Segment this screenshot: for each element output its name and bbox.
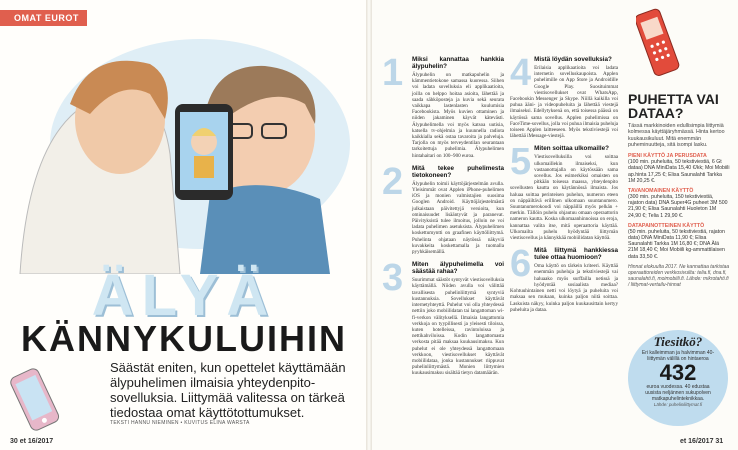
- section-body: Oma käyttö on tärkein kriteeri. Käyttää enemmän puheluja ja tekstiviestejä vai haluaako myös surffailla netissä ja hyödyntää sosiaalista mediaa? Kohtuuhintainen netti voi löytyä ja puheluita voi maksaa sen mukaan, kuinka paljon niitä soittaa. Laskuista näkyy, kuinka paljon kuukausittain kertyy puheluita ja dataa.: [510, 263, 618, 313]
- family-illustration: [0, 24, 368, 274]
- section-1: [382, 52, 504, 159]
- section-body: Älypuhelin on matkapuhelin ja kämmentietokone samassa kuoressa. Siihen voi ladata sovelluksia eli applikaatioita, joilla on helppo hoitaa asioita, lähettää ja saada sähköposteja ja kuvia sekä seurata vaikkapa lastenlasten kuulumisia Facebookista. Myös kuvien ottaminen ja niiden jakaminen käyvät kätevästi. Älypuhelimella voi myös katsoa uutisia, katsella tv-ohjelmia ja kuunnella radiota kaikkialla sekä ostaa tavaroita ja palveluja. Tarjolla on myös terveydentilan seurantaan tarkoitettuja puhelimia. Älypuhelimen hintahaitari on 100–900 euroa.: [412, 72, 504, 159]
- section-question: Miten älypuhelimella voi säästää rahaa?: [412, 261, 504, 276]
- page-gutter: [366, 0, 372, 450]
- did-you-know-circle: [628, 330, 728, 426]
- page-number-left: 30 et 16/2017: [10, 438, 54, 445]
- article-column-2: [510, 52, 618, 317]
- section-number: 1: [382, 52, 404, 94]
- section-4: [510, 52, 618, 140]
- section-number: 3: [382, 257, 404, 300]
- fact-rest: euroa vuodessa. 40 edustaa uusista neljännen sukupolven matkapuhelinteknikkaa.: [645, 384, 711, 402]
- section-number: 5: [510, 141, 532, 184]
- red-phone-icon: [636, 6, 680, 78]
- section-number: 6: [510, 243, 532, 286]
- plan-text: (300 min. puheluita, 150 tekstiviestiä, rajaton data) DNA Super4G puheet 3M 500 21,90 €; Elisa Saunalahti Huoleton 1M 24,90 €; Telia 1 29,90 €.: [628, 194, 728, 219]
- section-3: [382, 257, 504, 377]
- section-body: Erilaisia applikaatioita voi ladata internetin sovelluskaupoista. Applen puhelimille on App Store ja Androidille Google Play. Suosituimmat viestisovellukset ovat WhatsApp, Facebookin Messenger ja Skype. Niillä kaikilla voi puhua ääni- ja videopuheluita ja lähettää viestejä ilmaiseksi. Edellytyksenä on, että toisessa päässä on käytössä sama sovellus. Applen puhelimissa on FaceTime-sovellus, jolla voi puhua ilmaisia puheluja toiseen Applen laitteeseen. Myös tekstiviestejä voi lähettää iMessage-viestejä.: [510, 65, 618, 140]
- fact-number: 432: [659, 360, 697, 385]
- section-body: Älypuhelin toimii käyttöjärjestelmän avulla. Yleisimmät ovat Applen iPhone-puhelimen iOS ja monien valmistajien suosima Googlen Android. Käyttöjärjestelmästä julkaistaan päivitettyjä versioita, kun ominaisuudet lisääntyvät ja paranevat. Päivityksistä tulee ilmoitus, jolloin ne voi ladata puhelimen asetuksista. Älypuhelimen koskettumyntti on graafinen käyttöliittymä. Puhelinta ohjataan näytössä näkyviä kuvakkeita koskettamalla ja tuomalla pyyhkäisemällä.: [412, 180, 504, 256]
- plan-heading: TAVANOMAINEN KÄYTTÖ: [628, 188, 694, 194]
- sidebar-intro: Tässä markkinoiden edullisimpia liittymiä kolmessa käyttäjäryhmässä. Hinta kertoo kuukausikuluut. Mitä enemmän puheminuutteja, sitä isompi lasku.: [628, 123, 725, 148]
- section-2: [382, 160, 504, 256]
- plan-heading: DATAPAINOTTEINEN KÄYTTÖ: [628, 222, 705, 229]
- author-credit: TEKSTI HANNU NIEMINEN • KUVITUS ELINA WARSTA: [110, 420, 250, 426]
- fact-title: Tiesitkö?: [653, 334, 703, 349]
- section-question: Mistä löydän sovelluksia?: [534, 56, 612, 63]
- plan-heading: PIENI KÄYTTÖ JA PERUSDATA: [628, 153, 707, 160]
- plan-block-3: [628, 223, 730, 260]
- plan-block-1: [628, 153, 730, 184]
- fact-intro: Eri kalleimman ja halvimman 40-liittymän välillä on hintaeroa: [641, 350, 715, 362]
- section-number: 4: [510, 52, 532, 94]
- headline-part2: KÄNNYKULUIHIN: [21, 318, 347, 359]
- plan-block-2: [628, 188, 730, 219]
- sidebar-title: PUHETTA VAI DATAA?: [628, 91, 719, 121]
- section-number: 2: [382, 160, 404, 203]
- pink-phone-icon: [6, 368, 66, 432]
- sidebar-box: [628, 0, 730, 450]
- section-question: Mitä tekee puhelimesta tietokoneen?: [412, 164, 504, 179]
- section-question: Miksi kannattaa hankkia älypuhelin?: [412, 56, 504, 70]
- section-question: Miten soittaa ulkomaille?: [534, 145, 610, 153]
- sidebar-content: [628, 92, 730, 288]
- article-column-1: [382, 52, 504, 381]
- section-question: Mitä liittymä hankkiessa tulee ottaa huomioon?: [534, 247, 618, 262]
- section-5: [510, 141, 618, 242]
- plan-text: (50 min. puheluita, 50 tekstiviestiä, rajaton data) DNA MiniData 11,90 €; Elisa Saunalahti Tarkka 1M 16,80 €; DNA Älä 21M 18,40 €; Moi Mobiili kg-ammattilaisen data 33,50 €.: [628, 228, 725, 260]
- section-kicker: OMAT EUROT: [0, 10, 87, 26]
- plan-text: (100 min. puheluita, 50 tekstiviestiä, 6 Gt dataa) DNA MiniData 15,40 €/kk; Moi Mobiili ap.hinta 17,25 €; Elisa Saunalahti Tarkka 1M 20,25 €.: [628, 159, 730, 184]
- left-page: [0, 0, 368, 450]
- headline-part1: ÄLYÄ: [91, 263, 277, 328]
- page-number-right: et 16/2017 31: [680, 438, 724, 445]
- section-body: Viestisovelluksilla voi soittaa ulkomaillekin ilmaiseksi, kun vastaanottajalla on käytössään sama sovellus. Jos esimerkiksi omaisten on pitkään toisessa maassa, yhteydenpito sovellusten kautta on käytännössä ilmaista. Jos haluaa soittaa perinteisen puhelun, numeron eteen on näppäiltävä erillinen ulkomaan suuntanumero. Suuntanumerokoodi voi näppäillä myös pelkän + merkin. Tällöin puhelu ohjautuu omaan operaattorin nameron kautta. Koska ulkomaanhinnoissa on eroja, kannattaa valita itse, mitä operaattoria käyttää. Ulkomailta puhelu hyödyntää liittymän viestisovellus ja kännykkää mobiilidatan käyttöä.: [510, 154, 618, 242]
- fact-source: Lähde: puhelinliittymat.fi: [653, 402, 703, 407]
- section-body: Suurimmat säästöt syntyvät viestisovelluksia käyttämällä. Niiden avulla voi välittää tavallisesta puhelinliittymä syntyviä kustannuksia. Sovellukset käyttävät internetyhteyttä. Puhelut voi olla yhteydessä nettiin joko mobiilidatan tai langattoman wi-fi-verkon välityksellä. Ilmaisia langattomia verkkoja on tyypillisesti ja yleisesti tiloissa, kuten hotelleissa, ravintoloissa ja nettikahviloissa. Kodin langattomasta verkosta pitää maksaa kuukausimaksu. Kun puhelut ei ole yhteydessä langattomaan verkkoon, viestisovellukset käyttävät mobiilidataa, jonka kustannukset riippuvat puhelinliittymästä. Monien liittymien kuukausimaksu sisältää tietyn datamäärän.: [412, 277, 504, 377]
- sidebar-note: Hinnat elokuulta 2017. Ne kannattaa tarkistaa operaattoreiden verkkosivuilta: telia.fi, dna.fi, saunalahti.fi, moimobiili.fi. Lähde: mikrotahti.fi / liittymat-vertailu-hinnat: [628, 263, 730, 288]
- section-6: [510, 243, 618, 313]
- lead-paragraph: Säästät eniten, kun opettelet käyttämään älypuhelimen ilmaisia yhteydenpito-sovelluksia. Liittymää valitessa on tärkeä tiedostaa omat käyttötottumukset.: [110, 360, 346, 420]
